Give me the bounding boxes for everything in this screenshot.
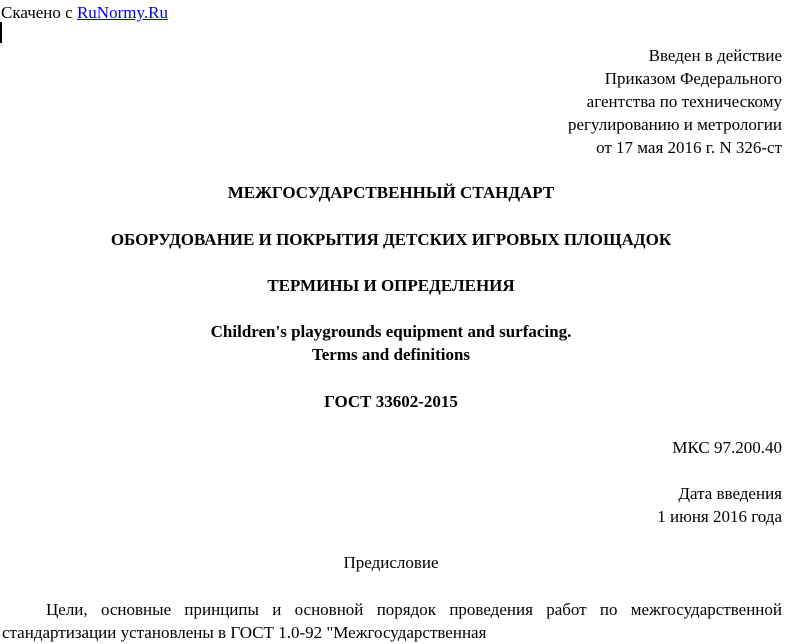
- preface-paragraph: Цели, основные принципы и основной порядок проведения работ по межгосударственной стандартизации установлены в ГОСТ 1.0-92 "Межгосударственная: [2, 600, 782, 642]
- source-link[interactable]: RuNormy.Ru: [76, 3, 168, 22]
- preface-heading: Предисловие: [343, 553, 439, 572]
- approval-line: агентства по техническому: [586, 92, 782, 111]
- english-title-line-2: Terms and definitions: [311, 345, 471, 364]
- standard-type-heading: МЕЖГОСУДАРСТВЕННЫЙ СТАНДАРТ: [227, 183, 555, 202]
- gost-number: ГОСТ 33602-2015: [324, 392, 458, 411]
- source-line: [1, 1, 168, 24]
- source-prefix: Скачено с: [1, 3, 77, 22]
- approval-block: [568, 44, 782, 159]
- document-subtitle: ТЕРМИНЫ И ОПРЕДЕЛЕНИЯ: [267, 276, 515, 295]
- introduction-date: 1 июня 2016 года: [657, 507, 782, 526]
- english-title-line-1: Children's playgrounds equipment and surfacing.: [210, 322, 572, 341]
- introduction-date-label: Дата введения: [678, 484, 782, 503]
- approval-line: Приказом Федерального: [604, 69, 782, 88]
- text-cursor: [0, 22, 2, 43]
- approval-line: Введен в действие: [648, 46, 782, 65]
- approval-line: от 17 мая 2016 г. N 326-ст: [596, 138, 782, 157]
- mks-code: МКС 97.200.40: [672, 438, 782, 457]
- approval-line: регулированию и метрологии: [567, 115, 782, 134]
- document-title: ОБОРУДОВАНИЕ И ПОКРЫТИЯ ДЕТСКИХ ИГРОВЫХ ПЛОЩАДОК: [110, 230, 672, 249]
